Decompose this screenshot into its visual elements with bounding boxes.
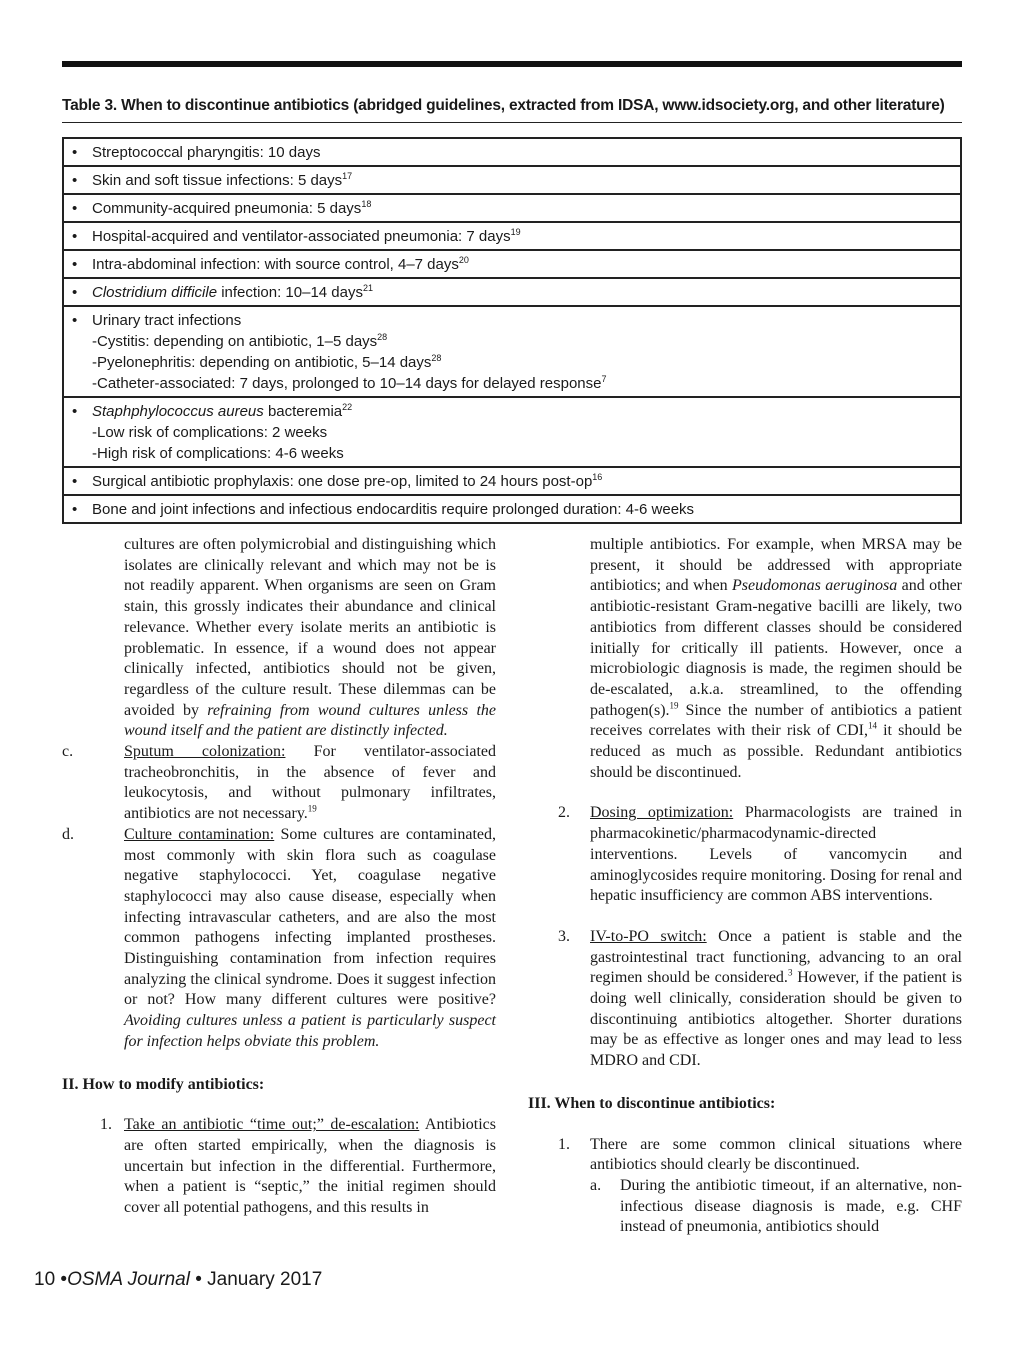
item-heading: Dosing optimization: [590,804,734,822]
paragraph-continued: multiple antibiotics. For example, when MRSA may be present, it should be addressed with appropriate antibiotics; and when Pseudomonas aeruginosa and other antibiotic-resistant Gram-negative bacilli are likely, two antibiotics from different classes should be considered initially for critically ill patients. However, once a microbiologic diagnosis is made, the regimen should be de-escalated, a.k.a. streamlined, to the offending pathogen(s).$^{19}$ Since the number of antibiotics a patient receives correlates with their risk of CDI,$^{14}$ it should be reduced as much as possible. Redundant antibiotics should be discontinued. [590,536,962,781]
table-row [64,279,960,307]
list-item-3: 3. IV-to-PO switch: Once a patient is stable and the gastrointestinal tract functioning, advancing to an oral regimen should be considered.$^3$ However, if the patient is doing well clinically, consideration should be given to discontinuing antibiotics altogether. Shorter durations may be as effective as longer ones and may lead to less MDRO and CDI. [558,927,963,1070]
table-row [64,398,960,468]
reference: 21 [362,283,373,293]
item-heading: Sputum colonization: [124,743,286,761]
row-text: Hospital-acquired and ventilator-associated pneumonia: 7 days [92,228,511,245]
table-row [64,167,960,195]
list-item-1: 1. There are some common clinical situations where antibiotics should clearly be discontinued. [558,1135,962,1174]
issue-date: January 2017 [207,1269,323,1290]
bullet: • [72,473,78,490]
reference: 28 [431,353,442,363]
list-item-a: a. During the antibiotic timeout, if an alternative, non-infectious disease diagnosis is made, e.g. CHF instead of pneumonia, antibiotics should [590,1176,962,1236]
reference: 16 [592,472,603,482]
row-subline: -Low risk of complications: 2 weeks [92,424,328,441]
row-text: Intra-abdominal infection: with source control, 4–7 days [92,256,459,273]
reference: 7 [601,374,607,384]
bullet: • [72,501,78,518]
organism-name: Staphphylococcus aureus [92,403,264,420]
row-subline: -High risk of complications: 4-6 weeks [92,445,344,462]
left-column [62,535,496,1219]
bullet: • [72,200,78,217]
bullet: • [72,312,78,329]
row-text: Skin and soft tissue infections: 5 days [92,172,343,189]
bullet: • [72,172,78,189]
row-subline: -Catheter-associated: 7 days, prolonged to 10–14 days for delayed response$^7$ [92,374,607,392]
reference: 14 [867,721,877,731]
reference: 28 [377,332,388,342]
page-footer [34,1269,322,1291]
section-heading: II. How to modify antibiotics: [62,1075,265,1093]
table-row [64,139,960,167]
bullet: • [72,403,78,420]
list-item-2: 2. Dosing optimization: Pharmacologists are trained in pharmacokinetic/pharmacodynamic-directed interventions. Levels of vancomycin and aminoglycosides require monitoring. Dosing for renal and hepatic insufficiency are common ABS interventions. [558,804,962,905]
right-column [528,535,962,1238]
organism-name: Clostridium difficile [92,284,218,301]
guidelines-table [62,137,962,524]
row-text: Bone and joint infections and infectious endocarditis require prolonged duration: 4-6 weeks [92,501,695,518]
table-row [64,195,960,223]
row-text: Urinary tract infections [92,312,242,329]
reference: 20 [458,255,469,265]
reference: 3 [787,968,793,979]
paragraph-continued: cultures are often polymicrobial and distinguishing which isolates are clinically relevant and which may not be is not readily apparent. When organisms are seen on Gram stain, this grossly indicates their abundance and clinical relevance. Whether every isolate merits an antibiotic is problematic. In essence, if a wound does not appear clinically infected, antibiotics should not be given, regardless of the culture result. These dilemmas can be avoided by refraining from wound cultures unless the wound itself and the patient are distinctly infected. [124,536,496,740]
separator: • [195,1269,202,1290]
row-subline: -Pyelonephritis: depending on antibiotic, 5–14 days$^{28}$ [92,353,442,371]
reference: 19 [510,227,521,237]
table-row [64,223,960,251]
bullet: • [72,284,78,301]
section-heading: III. When to discontinue antibiotics: [528,1094,776,1112]
row-text: Surgical antibiotic prophylaxis: one dose pre-op, limited to 24 hours post-op [92,473,593,490]
row-subline: -Cystitis: depending on antibiotic, 1–5 days$^{28}$ [92,332,388,350]
item-heading: Culture contamination: [124,825,275,843]
reference: 22 [342,402,353,412]
table-title: Table 3. When to discontinue antibiotics (abridged guidelines, extracted from IDSA, www.idsociety.org, and other literature) [62,97,945,114]
bullet: • [72,228,78,245]
table-row [64,251,960,279]
reference: 17 [342,171,353,181]
separator: • [60,1269,68,1290]
reference: 18 [361,199,372,209]
table-row [64,496,960,522]
table-row [64,307,960,398]
title-rule [62,122,962,123]
reference: 19 [307,803,317,814]
top-rule [62,61,962,67]
item-heading: Take an antibiotic “time out;” de-escalation: [124,1116,420,1134]
row-text: Streptococcal pharyngitis: 10 days [92,144,321,161]
row-text: infection: 10–14 days [217,284,363,301]
bullet: • [72,256,78,273]
list-item-c: c. Sputum colonization: For ventilator-associated tracheobronchitis, in the absence of fever and leukocytosis, and without pulmonary infiltrates, antibiotics are not necessary.$^{19}$ [62,743,496,823]
reference: 19 [669,700,679,711]
table-row [64,468,960,496]
bullet: • [72,144,78,161]
page-number: 10 [34,1269,56,1290]
item-heading: IV-to-PO switch: [590,927,707,945]
row-text: bacteremia [263,403,343,420]
journal-name: OSMA Journal [67,1269,190,1290]
list-item-d: d. Culture contamination: Some cultures are contaminated, most commonly with skin flora such as coagulase negative staphylococci. Yet, coagulase negative staphylococci may also cause disease, especially when infecting intravascular catheters, and are also the most common pathogens infecting implanted prostheses. Distinguishing contamination from infection requires analyzing the clinical syndrome. Does it suggest infection or not? How many different cultures were positive? Avoiding cultures unless a patient is particularly suspect for infection helps obviate this problem. [62,825,497,1050]
list-item-1: 1. Take an antibiotic “time out;” de-escalation: Antibiotics are often started empirically, when the diagnosis is uncertain but infection in the differential. Furthermore, when a patient is “septic,” the initial regimen should cover all potential pathogens, and this results in [100,1116,496,1217]
row-text: Community-acquired pneumonia: 5 days [92,200,362,217]
